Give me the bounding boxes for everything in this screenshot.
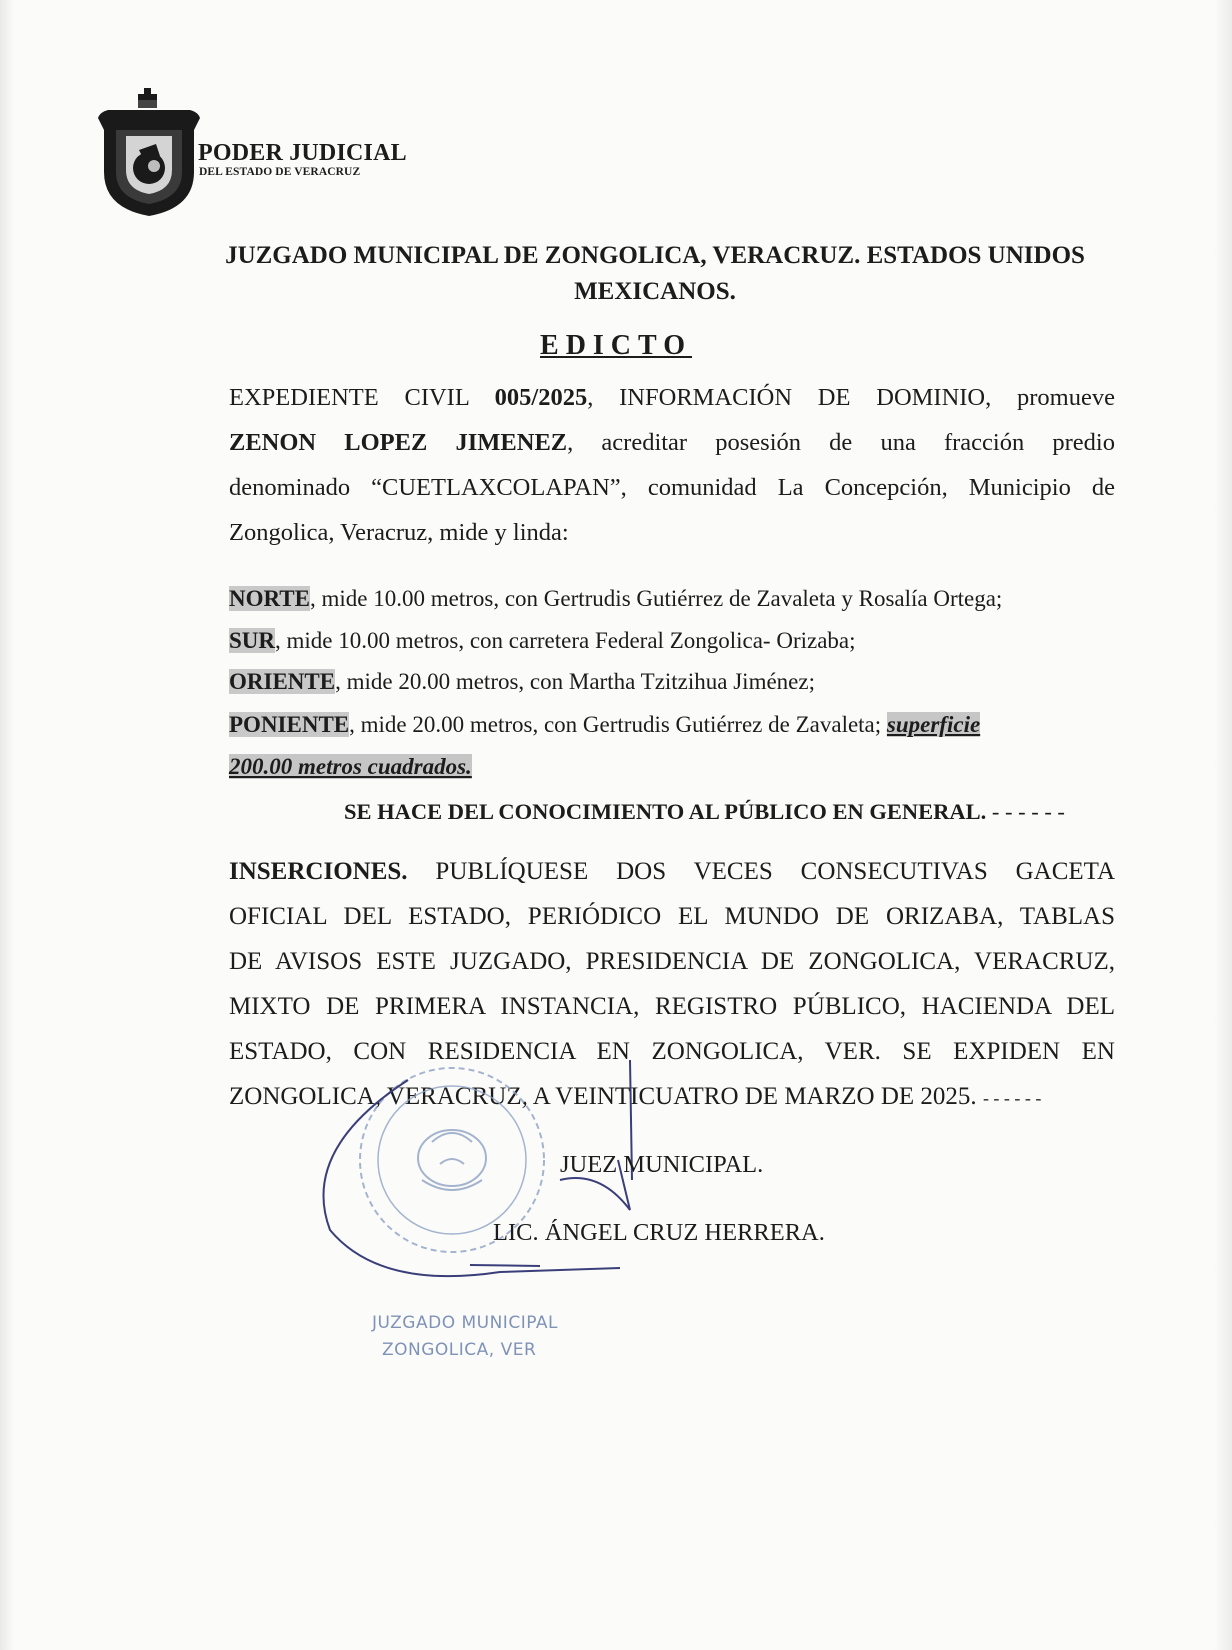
boundary-direction: ORIENTE: [229, 669, 336, 694]
official-seal-and-signature: [300, 1060, 720, 1310]
public-notice: [344, 799, 1065, 825]
boundary-direction: NORTE: [229, 586, 310, 611]
institution-name: PODER JUDICIAL: [198, 140, 407, 166]
boundary-direction: SUR: [229, 628, 276, 653]
document-title: EDICTO: [540, 330, 692, 361]
insertions-dashes: - - - - - -: [982, 1088, 1042, 1108]
court-heading-line2: MEXICANOS.: [574, 278, 736, 305]
stamp-line-1: JUZGADO MUNICIPAL: [372, 1313, 558, 1333]
insertions-line-3: DE AVISOS ESTE JUZGADO, PRESIDENCIA DE ZONGOLICA, VERACRUZ,: [229, 948, 1115, 975]
intro-line-1: [229, 384, 1115, 412]
intro-line-4: Zongolica, Veracruz, mide y linda:: [229, 519, 569, 546]
stamp-line-2: ZONGOLICA, VER: [382, 1340, 537, 1360]
boundary-west: [229, 712, 980, 738]
boundary-south: [229, 628, 856, 654]
intro-text: , acreditar posesión de una fracción predio: [567, 429, 1115, 456]
signer-role: JUEZ MUNICIPAL.: [560, 1151, 764, 1178]
surface-value: 200.00 metros cuadrados.: [229, 754, 472, 779]
insertions-line-2: OFICIAL DEL ESTADO, PERIÓDICO EL MUNDO DE ORIZABA, TABLAS: [229, 903, 1115, 930]
surface-line: [229, 754, 472, 780]
insertions-text: PUBLÍQUESE DOS VECES CONSECUTIVAS GACETA: [407, 858, 1115, 885]
boundary-east: [229, 669, 815, 695]
boundary-text: , mide 10.00 metros, con Gertrudis Gutiérrez de Zavaleta y Rosalía Ortega;: [309, 586, 1003, 611]
insertions-line-4: MIXTO DE PRIMERA INSTANCIA, REGISTRO PÚBLICO, HACIENDA DEL: [229, 993, 1115, 1020]
boundary-text: , mide 20.00 metros, con Gertrudis Gutiérrez de Zavaleta;: [349, 712, 887, 737]
institution-state: DEL ESTADO DE VERACRUZ: [199, 166, 361, 178]
boundary-text: , mide 20.00 metros, con Martha Tzitzihua Jiménez;: [335, 669, 815, 694]
poder-judicial-shield-logo: [94, 86, 204, 220]
court-heading-line1: JUZGADO MUNICIPAL DE ZONGOLICA, VERACRUZ. ESTADOS UNIDOS: [225, 242, 1085, 269]
insertions-text: ZONGOLICA, VERACRUZ, A VEINTICUATRO DE MARZO DE 2025.: [229, 1083, 977, 1110]
notice-dashes: - - - - - -: [991, 799, 1065, 824]
boundary-text: , mide 10.00 metros, con carretera Federal Zongolica- Orizaba;: [275, 628, 856, 653]
insertions-line-5: ESTADO, CON RESIDENCIA EN ZONGOLICA, VER. SE EXPIDEN EN: [229, 1038, 1115, 1065]
surface-label: superficie: [886, 712, 981, 737]
public-notice-text: SE HACE DEL CONOCIMIENTO AL PÚBLICO EN GENERAL.: [344, 799, 987, 824]
boundary-north: [229, 586, 1002, 612]
intro-line-3: denominado “CUETLAXCOLAPAN”, comunidad La Concepción, Municipio de: [229, 474, 1115, 501]
intro-text: EXPEDIENTE CIVIL: [229, 384, 495, 411]
intro-text: , INFORMACIÓN DE DOMINIO, promueve: [587, 384, 1115, 411]
court-heading: [180, 238, 1130, 310]
case-number: 005/2025: [494, 384, 588, 411]
intro-line-2: [229, 429, 1115, 457]
signer-name: LIC. ÁNGEL CRUZ HERRERA.: [493, 1219, 825, 1246]
boundary-direction: PONIENTE: [229, 712, 350, 737]
insertions-label: INSERCIONES.: [229, 858, 408, 885]
insertions-line-1: [229, 858, 1115, 886]
promovent-name: ZENON LOPEZ JIMENEZ: [229, 429, 568, 456]
